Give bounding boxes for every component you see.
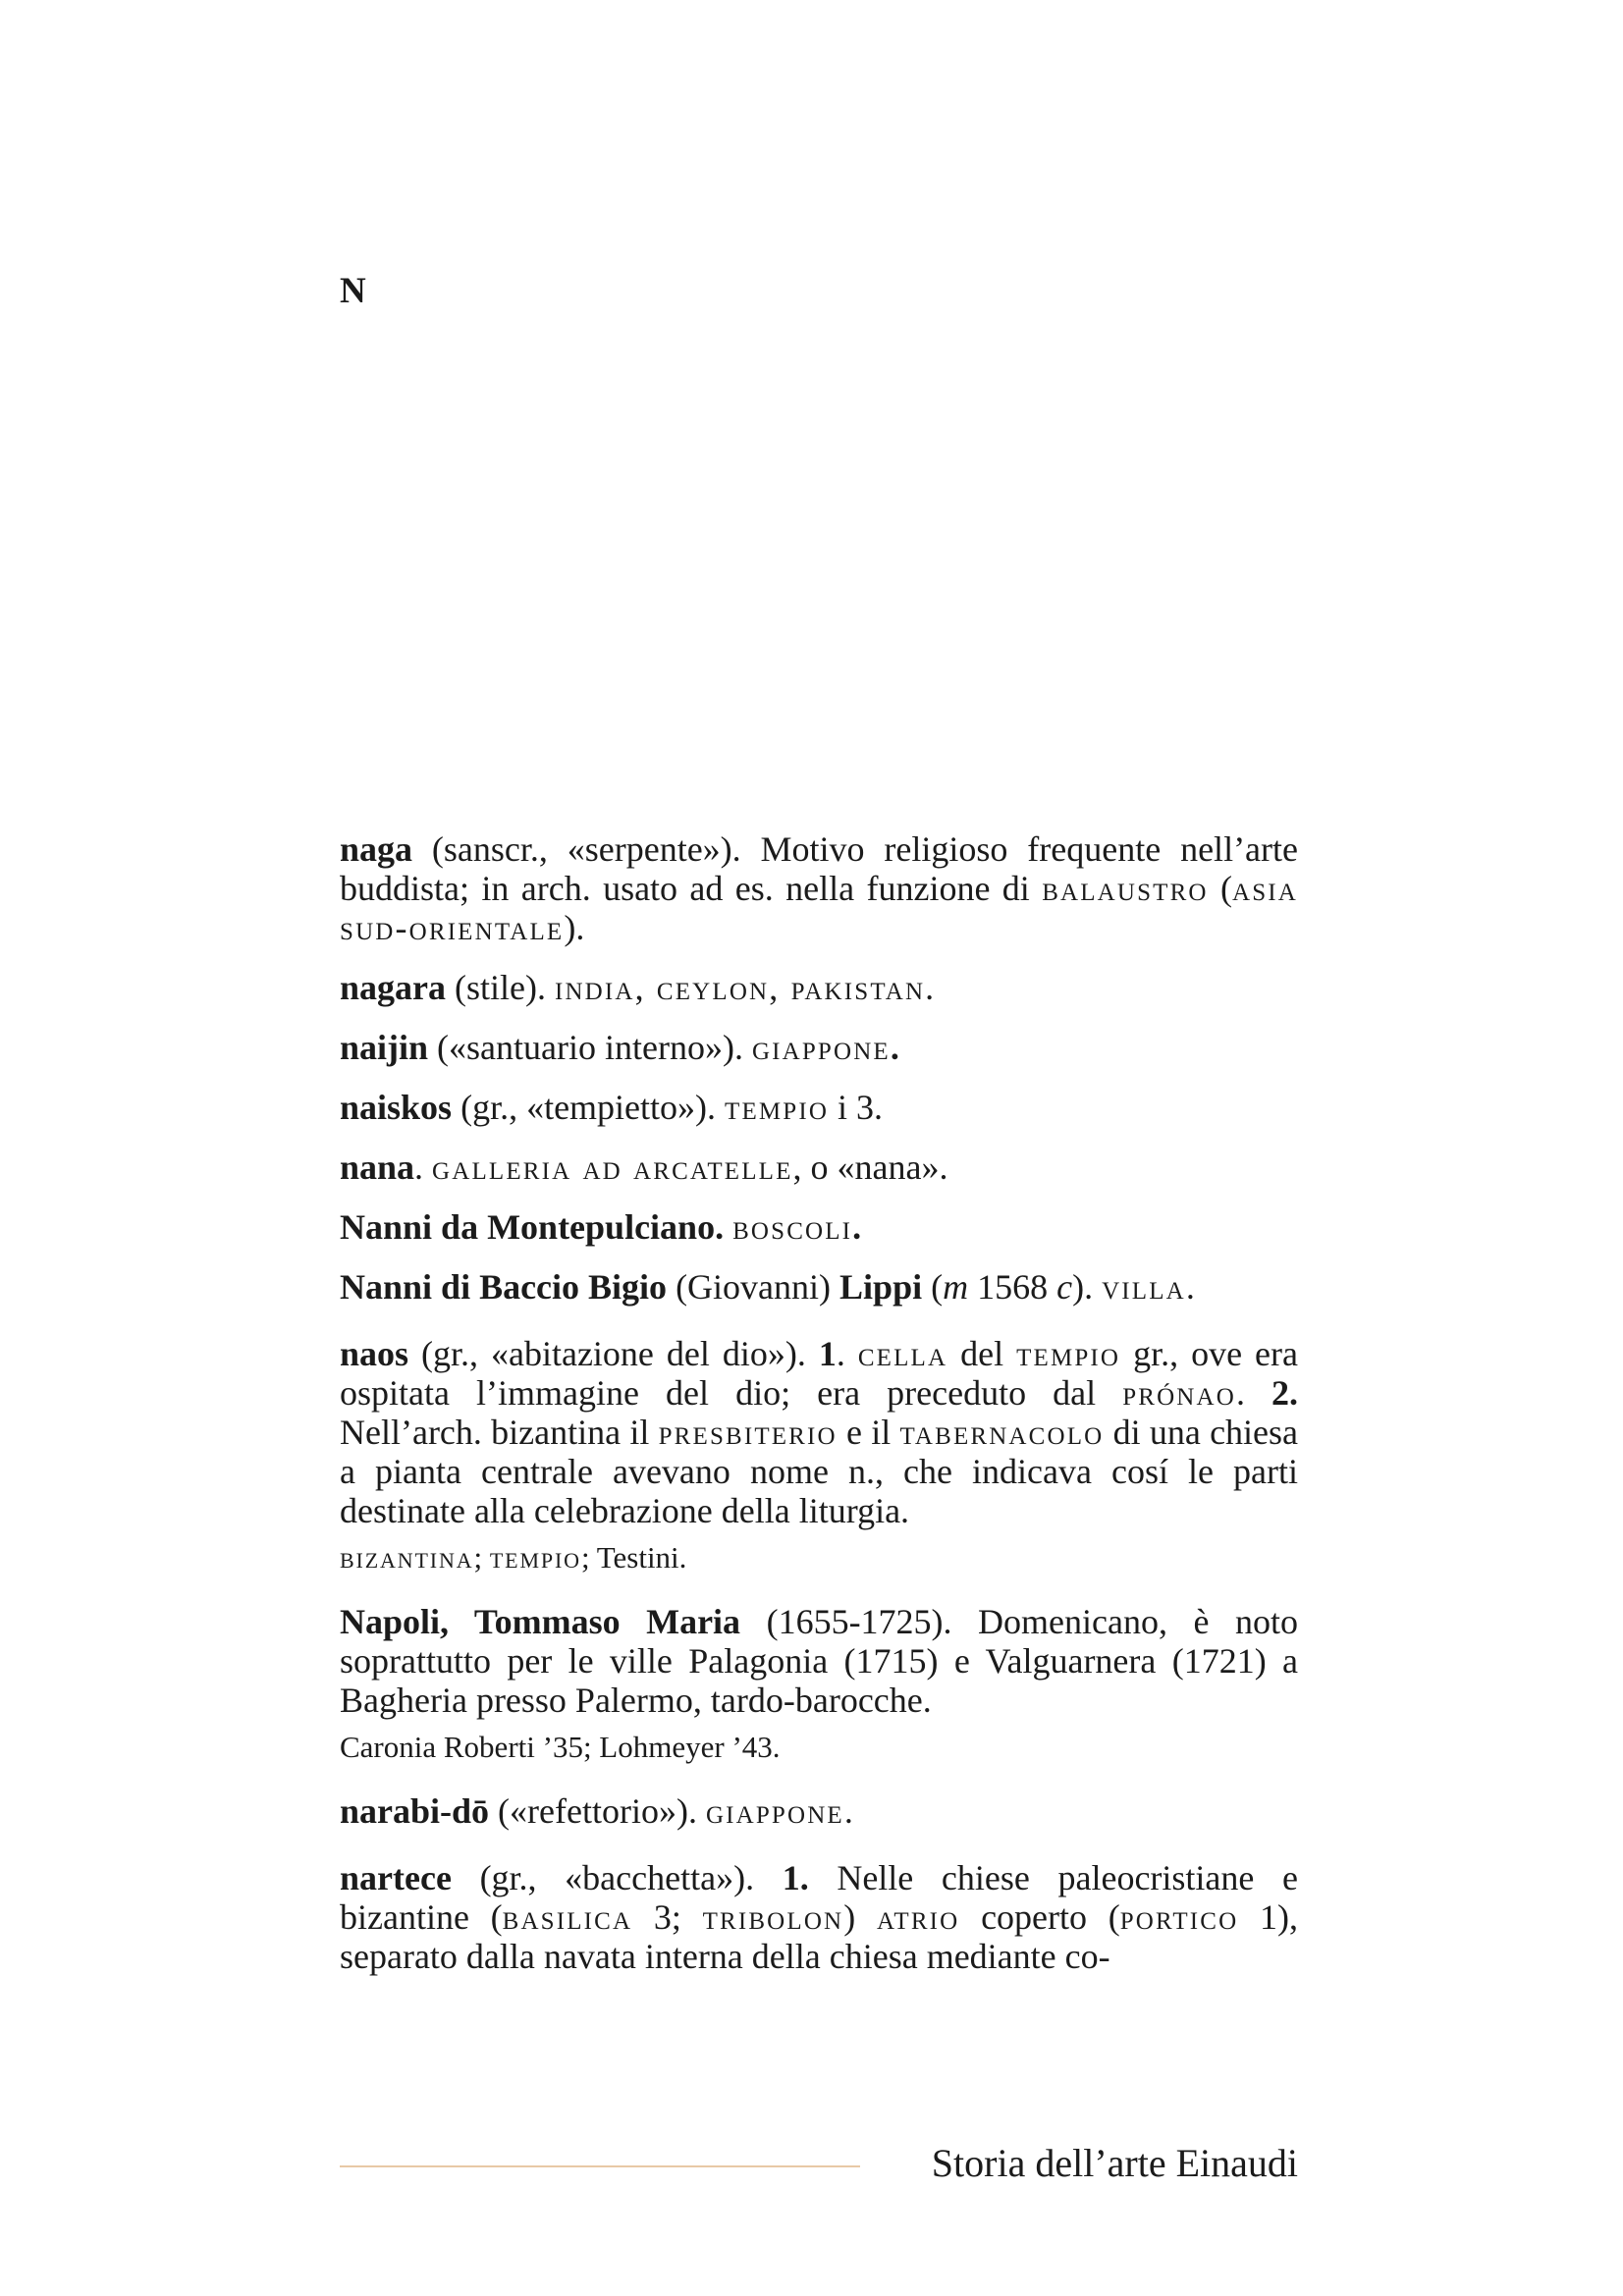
cross-reference: presbiterio: [658, 1413, 838, 1452]
entry-naiskos: [340, 1088, 1298, 1127]
headword: Napoli, Tommaso Maria: [340, 1602, 741, 1641]
entry-text: (gr., «bacchetta»).: [451, 1858, 783, 1897]
headword: naos: [340, 1334, 409, 1373]
cross-reference: basilica: [502, 1897, 633, 1937]
entry-text: .: [836, 1334, 858, 1373]
entry-text: e il: [837, 1413, 900, 1452]
cross-reference: tempio: [489, 1540, 581, 1575]
entry-naga: [340, 829, 1298, 947]
headword: Nanni da Montepulciano.: [340, 1207, 725, 1247]
headword: nana: [340, 1148, 415, 1187]
cross-reference: boscoli: [732, 1207, 853, 1247]
bibliography-text: ;: [473, 1540, 490, 1575]
footer-divider: [340, 2165, 860, 2167]
cross-reference: prónao: [1122, 1373, 1236, 1413]
entry-text: ).: [1072, 1267, 1103, 1307]
headword: naiskos: [340, 1088, 453, 1127]
headword: naijin: [340, 1028, 429, 1067]
entry-nana: [340, 1148, 1298, 1187]
cross-reference: atrio: [876, 1897, 960, 1937]
cross-reference: balaustro: [1042, 869, 1209, 908]
entry-text: .: [1235, 1373, 1272, 1413]
sense-number: 1: [818, 1334, 837, 1373]
entry-text: Nell’arch. bizantina il: [340, 1413, 659, 1452]
sense-number: 2.: [1271, 1373, 1299, 1413]
entry-text: di una chiesa a pianta centrale avevano nome n., che indicava cosí le parti destinate alla celebrazione della liturgia.: [340, 1413, 1299, 1530]
entry-text: .: [414, 1148, 433, 1187]
headword-secondary: Lippi: [839, 1267, 923, 1307]
entry-nanni-di-baccio-bigio: [340, 1267, 1298, 1307]
cross-reference: giappone: [751, 1028, 891, 1067]
entry-text: 1), separato dalla navata interna della chiesa mediante co-: [340, 1897, 1298, 1976]
cross-reference: tribolon: [702, 1897, 844, 1937]
entry-text: (Giovanni): [667, 1267, 840, 1307]
headword: Nanni di Baccio Bigio: [340, 1267, 668, 1307]
entry-text: [724, 1207, 732, 1247]
entry-text: del: [947, 1334, 1017, 1373]
entry-text: , o «nana».: [792, 1148, 948, 1187]
entry-naijin: [340, 1028, 1298, 1067]
entry-text: (stile).: [446, 968, 555, 1007]
entry-text: ).: [564, 908, 585, 947]
cross-reference: tempio: [1016, 1334, 1121, 1373]
entry-napoli: [340, 1602, 1298, 1720]
entry-nartece: [340, 1858, 1298, 1976]
cross-reference: portico: [1119, 1897, 1239, 1937]
cross-reference: villa.: [1102, 1267, 1198, 1307]
bibliography-napoli: [340, 1729, 1298, 1766]
cross-reference: galleria ad arcatelle: [432, 1148, 793, 1187]
cross-reference: tabernacolo: [899, 1413, 1105, 1452]
entry-text: 3;: [632, 1897, 703, 1937]
entry-text: (1655-1725). Domenicano, è noto soprattutto per le ville Palagonia (1715) e Valguarnera (1721) a Bagheria presso Palermo, tardo-barocche.: [340, 1602, 1298, 1720]
footer-publication-title: Storia dell’arte Einaudi: [931, 2141, 1298, 2185]
entry-text: coperto (: [959, 1897, 1120, 1937]
entry-text-italic: c: [1056, 1267, 1073, 1307]
entry-text: i 3.: [829, 1088, 884, 1127]
cross-reference: india, ceylon, pakistan.: [554, 968, 937, 1007]
entry-text: Nelle chiese paleocristiane e bizantine (: [340, 1858, 1298, 1937]
cross-reference: asia sud-orientale: [340, 869, 1298, 947]
headword: narabi-dō: [340, 1791, 490, 1831]
sense-number: 1.: [782, 1858, 809, 1897]
entry-naos: [340, 1334, 1298, 1530]
cross-reference: cella: [857, 1334, 948, 1373]
entry-text: (gr., «abitazione del dio»).: [408, 1334, 819, 1373]
section-letter: N: [340, 271, 366, 311]
entry-text: .: [843, 1791, 853, 1831]
headword: naga: [340, 829, 413, 869]
entry-text: .: [852, 1207, 862, 1247]
entry-text-italic: m: [943, 1267, 969, 1307]
entry-text: ): [843, 1897, 877, 1937]
entry-text: (: [1208, 869, 1233, 908]
cross-reference: giappone: [705, 1791, 844, 1831]
cross-reference: tempio: [725, 1088, 830, 1127]
entry-narabi-do: [340, 1791, 1298, 1831]
bibliography-text: Caronia Roberti ’35; Lohmeyer ’43.: [340, 1730, 781, 1764]
entry-text: («refettorio»).: [489, 1791, 706, 1831]
entry-text: 1568: [968, 1267, 1057, 1307]
page-footer: [340, 2138, 1298, 2189]
cross-reference: bizantina: [340, 1540, 474, 1575]
entry-text: («santuario interno»).: [428, 1028, 752, 1067]
entry-nagara: [340, 968, 1298, 1007]
dictionary-entries: [340, 829, 1298, 1997]
bibliography-naos: [340, 1539, 1298, 1576]
bibliography-text: ; Testini.: [580, 1540, 687, 1575]
entry-text: .: [890, 1028, 899, 1067]
headword: nagara: [340, 968, 446, 1007]
entry-text: gr., ove era ospitata l’immagine del dio; era preceduto dal: [340, 1334, 1298, 1413]
entry-nanni-da-montepulciano: [340, 1207, 1298, 1247]
headword: nartece: [340, 1858, 452, 1897]
entry-text: (: [922, 1267, 944, 1307]
entry-text: (gr., «tempietto»).: [452, 1088, 726, 1127]
entry-text: (sanscr., «serpente»). Motivo religioso frequente nell’arte buddista; in arch. usato ad es. nella funzione di: [340, 829, 1298, 908]
